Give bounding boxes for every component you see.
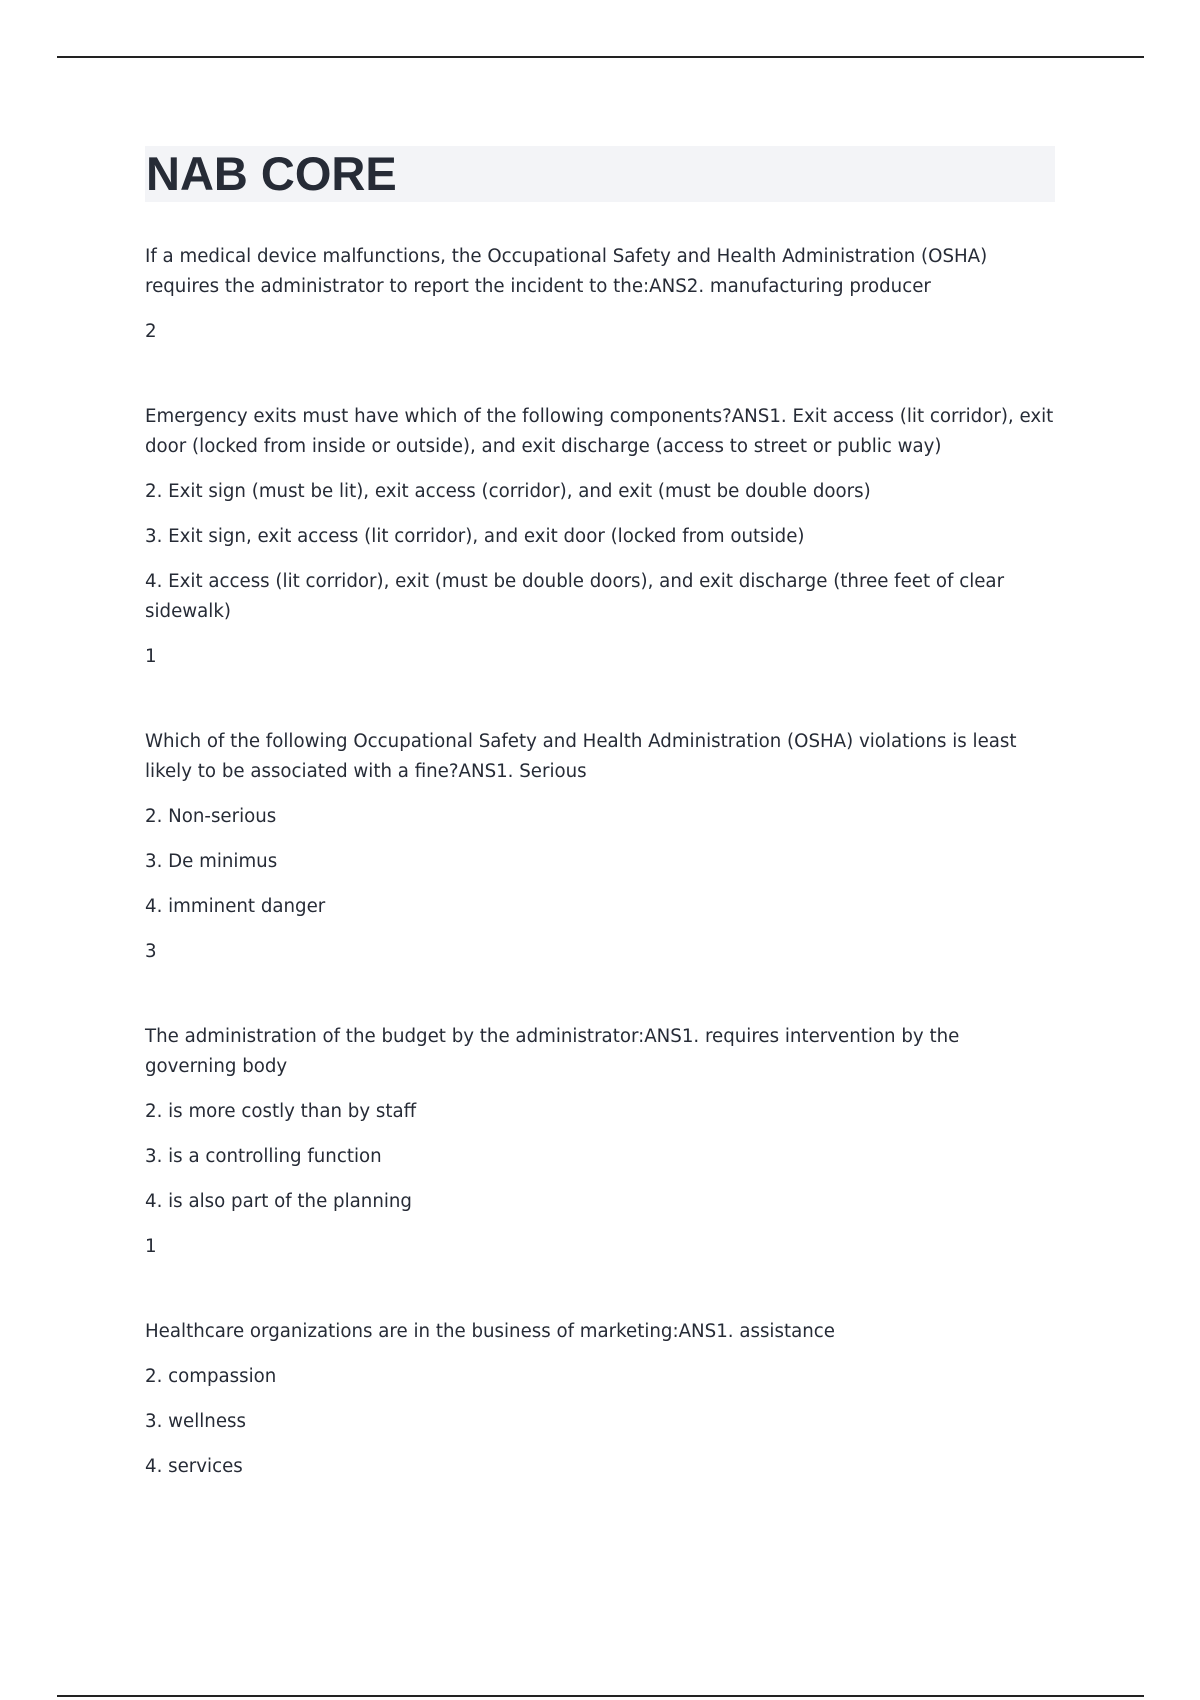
question-option: 4. services (145, 1456, 243, 1477)
question-option: 2. Non-serious (145, 806, 277, 827)
question-block (145, 1022, 1055, 1262)
question-option: 2. is more costly than by staff (145, 1101, 417, 1122)
question-option: 2. compassion (145, 1366, 277, 1387)
answer-key: 2 (145, 321, 157, 342)
question-option: 4. Exit access (lit corridor), exit (must be double doors), and exit discharge (three feet of clear sidewalk) (145, 571, 1005, 622)
question-option: 4. imminent danger (145, 896, 326, 917)
question-option: 4. is also part of the planning (145, 1191, 412, 1212)
question-block (145, 1317, 1055, 1482)
question-block (145, 727, 1055, 967)
question-option: 2. Exit sign (must be lit), exit access (corridor), and exit (must be double doors) (145, 481, 871, 502)
question-text: The administration of the budget by the administrator:ANS1. requires intervention by the governing body (145, 1026, 960, 1077)
document-body (145, 146, 1055, 1537)
question-option: 3. De minimus (145, 851, 278, 872)
top-rule (57, 56, 1144, 58)
question-block (145, 242, 1055, 347)
question-option: 3. wellness (145, 1411, 246, 1432)
question-option: 3. is a controlling function (145, 1146, 382, 1167)
answer-key: 1 (145, 646, 157, 667)
question-text: If a medical device malfunctions, the Occupational Safety and Health Administration (OSHA) requires the administrator to report the incident to the:ANS2. manufacturing producer (145, 246, 988, 297)
answer-key: 3 (145, 941, 157, 962)
question-text: Which of the following Occupational Safety and Health Administration (OSHA) violations is least likely to be associated with a fine?ANS1. Serious (145, 731, 1017, 782)
title-band (145, 146, 1055, 202)
answer-key: 1 (145, 1236, 157, 1257)
bottom-rule (57, 1695, 1144, 1697)
document-title: NAB CORE (146, 147, 397, 200)
question-option: 3. Exit sign, exit access (lit corridor), and exit door (locked from outside) (145, 526, 805, 547)
question-text: Healthcare organizations are in the business of marketing:ANS1. assistance (145, 1321, 835, 1342)
question-block (145, 402, 1055, 672)
question-text: Emergency exits must have which of the following components?ANS1. Exit access (lit corridor), exit door (locked from inside or outside), and exit discharge (access to street or public way) (145, 406, 1054, 457)
